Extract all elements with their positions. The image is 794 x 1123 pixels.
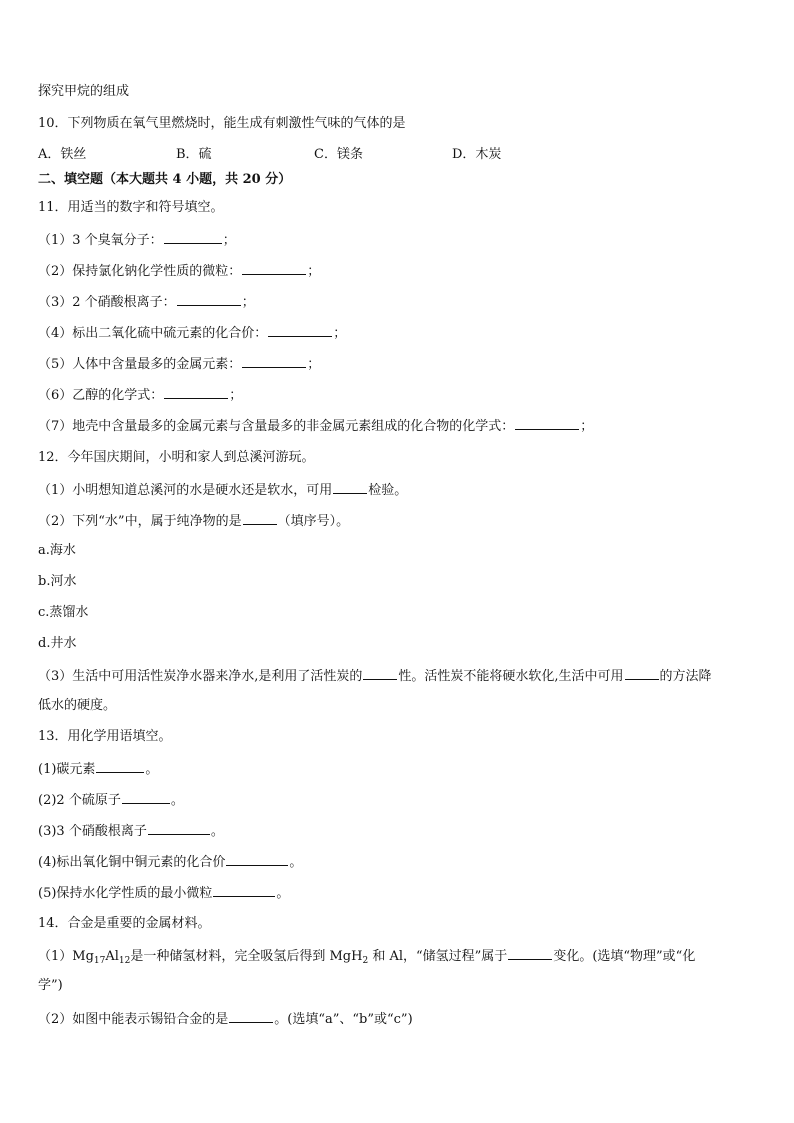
q11-item-4 [38,322,346,344]
q11-item-4-end: ； [333,326,347,341]
q11-item-5-text: （5）人体中含量最多的金属元素： [38,357,242,372]
q11-item-5 [38,353,320,375]
q10-stem: 10．下列物质在氧气里燃烧时，能生成有刺激性气味的气体的是 [38,116,406,131]
q10-option-a: A．铁丝 [38,147,87,162]
q11-item-3-text: （3）2 个硝酸根离子： [38,295,176,310]
q11-item-4-text: （4）标出二氧化硫中硫元素的化合价： [38,326,268,341]
q10-option-b: B．硫 [176,147,212,162]
answer-blank [226,851,288,866]
q13-stem: 13．用化学用语填空。 [38,729,172,744]
answer-blank [268,322,332,337]
q14-part-1 [38,945,695,967]
q13-item-2-text: (2)2 个硫原子 [38,793,121,808]
q13-item-2-end: 。 [170,793,184,808]
q11-item-1 [38,229,236,251]
q14-subscript-3: 2 [362,956,369,966]
q14-part-1-text-c: 是一种储氢材料，完全吸氢后得到 MgH [130,949,363,964]
q11-item-6-end: ； [229,388,243,403]
answer-blank [242,260,306,275]
answer-blank [229,1008,273,1023]
q12-choice-b: b.河水 [38,574,77,589]
q12-part-2-text: （2）下列“水”中，属于纯净物的是 [38,514,242,529]
q11-item-2-text: （2）保持氯化钠化学性质的微粒： [38,264,242,279]
answer-blank [122,789,170,804]
q11-item-5-end: ； [307,357,321,372]
q13-item-4-end: 。 [289,855,303,870]
q14-part-1-text-b: Al [105,949,119,964]
answer-blank [177,291,241,306]
q11-item-1-text: （1）3 个臭氧分子： [38,233,163,248]
q14-part-1-text-e: 变化。(选填“物理”或“化 [553,949,696,964]
q13-item-4-text: (4)标出氧化铜中铜元素的化合价 [38,855,226,870]
answer-blank [148,820,210,835]
q11-item-6-text: （6）乙醇的化学式： [38,388,164,403]
answer-blank [243,510,277,525]
q14-part-2 [38,1008,413,1030]
q12-part-2-end: （填序号）。 [277,514,350,529]
answer-blank [515,415,579,430]
answer-blank [242,353,306,368]
q14-part-1-cont: 学”) [38,978,63,993]
q11-stem: 11．用适当的数字和符号填空。 [38,200,224,215]
q13-item-3-text: (3)3 个硝酸根离子 [38,824,147,839]
q12-part-1-text: （1）小明想知道总溪河的水是硬水还是软水，可用 [38,483,333,498]
q13-item-1 [38,758,158,780]
q11-item-3 [38,291,255,313]
q13-item-5 [38,882,289,904]
q12-choice-d: d.井水 [38,636,77,651]
answer-blank [96,758,144,773]
intro-text: 探究甲烷的组成 [38,84,130,99]
q13-item-3 [38,820,224,842]
answer-blank [164,229,222,244]
q12-part-3-end: 的方法降 [659,669,712,684]
q13-item-4 [38,851,302,873]
q13-item-3-end: 。 [210,824,224,839]
q14-part-2-end: 。(选填“a”、“b”或“c”) [274,1012,413,1027]
q12-part-3-mid: 性。活性炭不能将硬水软化,生活中可用 [398,669,624,684]
q12-part-2 [38,510,349,532]
q12-part-3 [38,665,712,687]
q13-item-1-end: 。 [145,762,159,777]
q12-stem: 12．今年国庆期间，小明和家人到总溪河游玩。 [38,450,315,465]
q14-part-2-text: （2）如图中能表示锡铅合金的是 [38,1012,229,1027]
q14-stem: 14．合金是重要的金属材料。 [38,916,211,931]
q10-option-d: D．木炭 [452,147,502,162]
q14-subscript-1: 17 [93,956,106,966]
q11-item-1-end: ； [222,233,236,248]
q12-part-3-cont: 低水的硬度。 [38,698,117,713]
answer-blank [625,665,659,680]
answer-blank [333,479,367,494]
q10-option-c: C．镁条 [314,147,363,162]
q14-subscript-2: 12 [118,956,131,966]
q14-part-1-text-d: 和 Al，“储氢过程”属于 [368,949,508,964]
q12-choice-a: a.海水 [38,543,76,558]
q13-item-5-text: (5)保持水化学性质的最小微粒 [38,886,213,901]
q13-item-5-end: 。 [276,886,290,901]
q12-part-1 [38,479,407,501]
answer-blank [213,882,275,897]
q13-item-2 [38,789,184,811]
q11-item-6 [38,384,242,406]
q11-item-7-end: ； [580,419,594,434]
q14-part-1-text-a: （1）Mg [38,949,94,964]
q11-item-2 [38,260,320,282]
answer-blank [363,665,397,680]
section-heading: 二、填空题（本大题共 4 小题，共 20 分） [38,172,292,187]
q13-item-1-text: (1)碳元素 [38,762,96,777]
answer-blank [164,384,228,399]
q11-item-7 [38,415,593,437]
q11-item-2-end: ； [307,264,321,279]
q12-choice-c: c.蒸馏水 [38,605,89,620]
answer-blank [508,945,552,960]
q11-item-3-end: ； [241,295,255,310]
q12-part-3-text: （3）生活中可用活性炭净水器来净水,是利用了活性炭的 [38,669,363,684]
q12-part-1-end: 检验。 [368,483,408,498]
q11-item-7-text: （7）地壳中含量最多的金属元素与含量最多的非金属元素组成的化合物的化学式： [38,419,515,434]
